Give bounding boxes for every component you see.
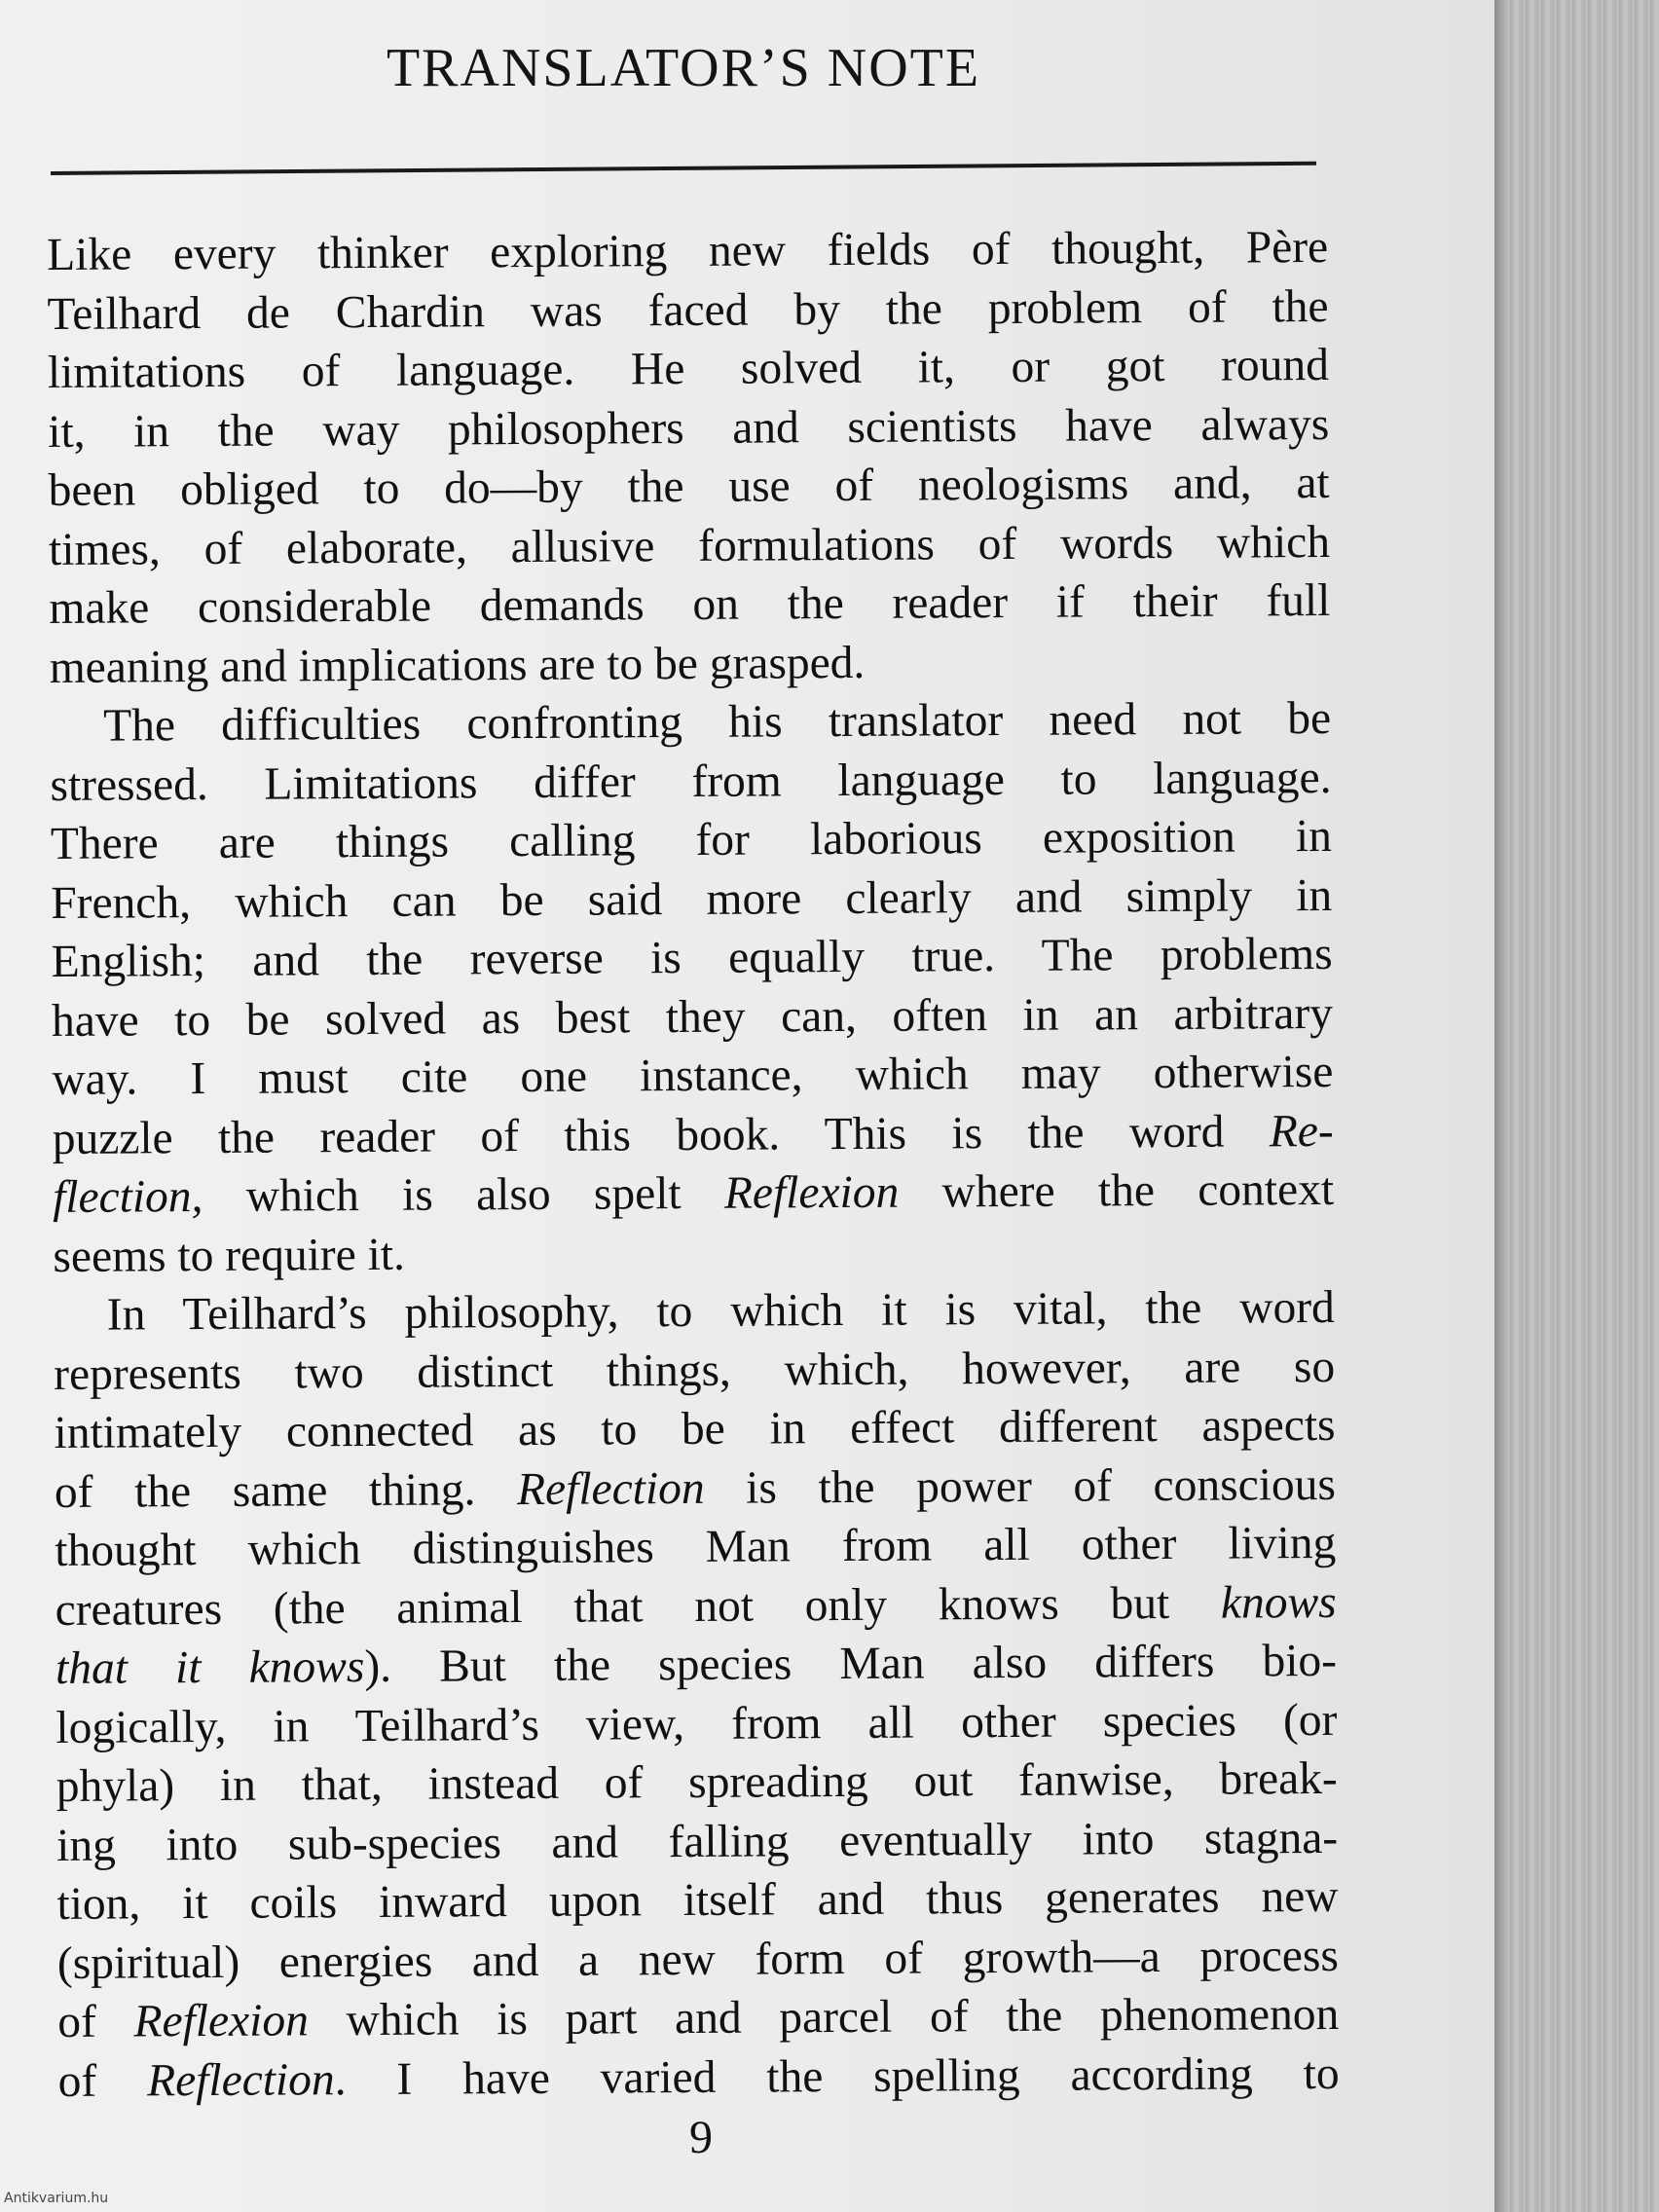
italic-text: knows [1220, 1576, 1337, 1629]
text-run: intimately connected as to be in effect different aspects [54, 1399, 1336, 1458]
text-line [55, 1455, 1336, 1522]
text-run: of [57, 2054, 148, 2107]
text-run: been obliged to do—by the use of neologisms and, at [48, 457, 1330, 516]
text-line [50, 689, 1331, 756]
page-number: 9 [689, 2112, 713, 2163]
text-run: ing into sub-species and falling eventually into stagna- [56, 1812, 1339, 1871]
page-edge [1494, 0, 1506, 2212]
text-run: of [57, 1996, 134, 2047]
text-line [55, 1514, 1336, 1581]
paragraph [50, 689, 1335, 1286]
italic-text: Re- [1269, 1105, 1334, 1157]
text-run: creatures (the animal that not only knows but [55, 1577, 1222, 1636]
text-line [48, 394, 1329, 461]
text-run: make considerable demands on the reader if their full [49, 574, 1331, 634]
text-run: times, of elaborate, allusive formulations of words which [48, 516, 1331, 575]
text-run: English; and the reverse is equally true. The problems [51, 928, 1333, 987]
text-run: it, in the way philosophers and scientists have always [48, 398, 1330, 458]
text-run: There are things calling for laborious exposition in [50, 810, 1333, 869]
text-run: ). But the species Man also differs bio- [364, 1635, 1338, 1693]
text-run: meaning and implications are to be grasped. [49, 637, 866, 693]
text-run: thought which distinguishes Man from all other living [55, 1517, 1337, 1576]
text-line [50, 630, 1331, 697]
text-run: Like every thinker exploring new fields of thought, Père [47, 221, 1329, 280]
text-run: (spiritual) energies and a new form of growth—a process [56, 1930, 1340, 1989]
text-run: seems to require it. [53, 1229, 406, 1282]
text-run: puzzle the reader of this book. This is the word [52, 1105, 1270, 1164]
text-line [54, 1337, 1335, 1404]
text-line [51, 807, 1332, 874]
text-run: Teilhard de Chardin was faced by the problem of the [47, 280, 1329, 340]
text-line [52, 983, 1333, 1051]
text-line [56, 1867, 1338, 1935]
text-line [53, 1161, 1334, 1228]
text-line [55, 1572, 1337, 1640]
text-run: tion, it coils inward upon itself and thus generates new [56, 1870, 1339, 1930]
text-line [48, 454, 1329, 521]
italic-text: flection, [52, 1171, 203, 1223]
text-run: limitations of language. He solved it, or got round [47, 339, 1330, 398]
text-line [54, 1278, 1335, 1346]
text-run: is the power of conscious [704, 1458, 1337, 1514]
text-line [57, 1926, 1339, 1993]
text-run: which is part and parcel of the phenomenon [308, 1988, 1340, 2046]
text-run: which is also spelt [203, 1167, 725, 1223]
book-gutter [1494, 0, 1659, 2212]
text-run: phyla) in that, instead of spreading out fanwise, break- [55, 1752, 1338, 1812]
text-line [47, 218, 1328, 285]
text-line [57, 1985, 1339, 2052]
text-line [56, 1808, 1338, 1875]
text-run: way. I must cite one instance, which may otherwise [52, 1046, 1334, 1105]
text-run: French, which can be said more clearly and simply in [51, 869, 1333, 929]
text-line [53, 1101, 1334, 1168]
text-run: In Teilhard’s philosophy, to which it is vital, the word [106, 1281, 1335, 1341]
italic-text: Reflection [516, 1462, 705, 1515]
text-line [56, 1750, 1338, 1817]
text-line [48, 336, 1329, 403]
text-run: logically, in Teilhard’s view, from all other species (or [55, 1694, 1338, 1753]
heading-rule [51, 162, 1316, 175]
text-line [49, 571, 1330, 639]
text-run: stressed. Limitations differ from language to language. [50, 752, 1332, 811]
text-line [51, 925, 1332, 992]
text-line [50, 748, 1331, 815]
text-line [54, 1396, 1335, 1463]
text-line [57, 2044, 1339, 2111]
italic-text: Reflexion [133, 1995, 310, 2047]
text-line [47, 276, 1328, 344]
text-line [52, 1043, 1333, 1110]
text-line [55, 1690, 1337, 1757]
body-text [47, 218, 1340, 2111]
text-line [51, 866, 1332, 933]
italic-text: that it knows [55, 1641, 365, 1694]
page-heading: TRANSLATOR’S NOTE [386, 38, 981, 98]
text-run: where the context [899, 1163, 1335, 1218]
text-line [49, 512, 1330, 579]
text-run: have to be solved as best they can, often in an arbitrary [51, 987, 1334, 1047]
text-run: represents two distinct things, which, however, are so [54, 1341, 1336, 1400]
text-line [53, 1219, 1334, 1286]
watermark-credit: Antikvarium.hu [4, 2191, 109, 2206]
text-run: The difficulties confronting his translator need not be [102, 692, 1332, 752]
italic-text: Reflexion [723, 1166, 900, 1219]
text-run: . I have varied the spelling according to [334, 2047, 1340, 2105]
text-run: of the same thing. [54, 1463, 518, 1518]
paragraph [54, 1278, 1340, 2111]
paragraph [47, 218, 1331, 697]
text-line [55, 1632, 1337, 1699]
italic-text: Reflection [146, 2053, 335, 2106]
